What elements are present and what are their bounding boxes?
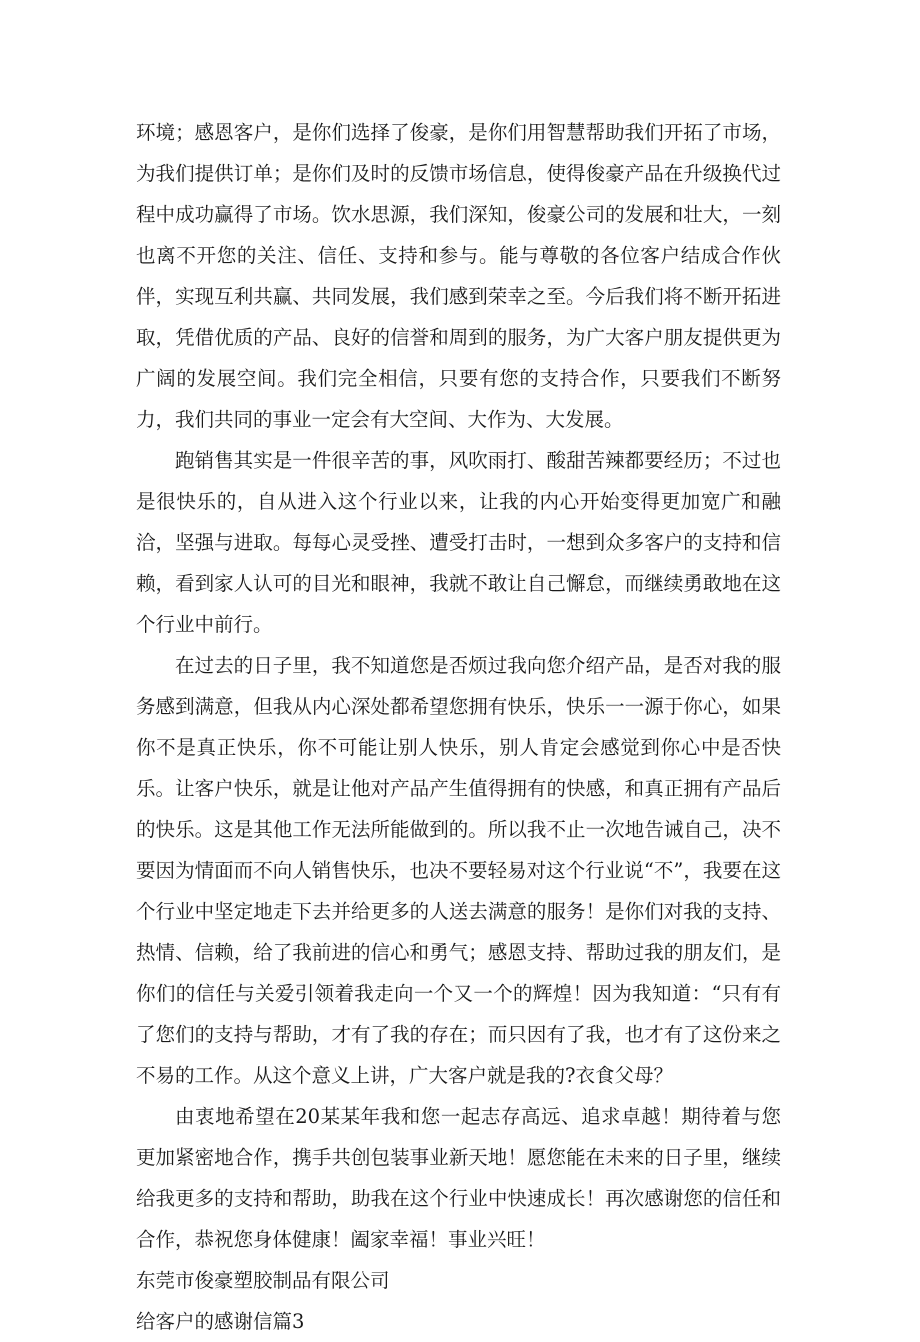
- section-heading: 给客户的感谢信篇3: [136, 1310, 305, 1333]
- paragraph-closing-wishes: 由衷地希望在20某某年我和您一起志存高远、追求卓越！期待着与您更加紧密地合作，携手共创包装事业新天地！愿您能在未来的日子里，继续给我更多的支持和帮助，助我在这个行业中快速成长！再次感谢您的信任和合作，恭祝您身体健康！阖家幸福！事业兴旺！: [136, 1105, 781, 1251]
- paragraph-sales-experience: 跑销售其实是一件很辛苦的事，风吹雨打、酸甜苦辣都要经历；不过也是很快乐的，自从进入这个行业以来，让我的内心开始变得更加宽广和融洽，坚强与进取。每每心灵受挫、遭受打击时，一想到众多客户的支持和信赖，看到家人认可的目光和眼神，我就不敢让自己懈怠，而继续勇敢地在这个行业中前行。: [136, 449, 781, 636]
- document-body: [136, 112, 781, 1342]
- paragraph-continuation: 环境；感恩客户，是你们选择了俊豪，是你们用智慧帮助我们开拓了市场，为我们提供订单；是你们及时的反馈市场信息，使得俊豪产品在升级换代过程中成功赢得了市场。饮水思源，我们深知，俊豪公司的发展和壮大，一刻也离不开您的关注、信任、支持和参与。能与尊敬的各位客户结成合作伙伴，实现互利共赢、共同发展，我们感到荣幸之至。今后我们将不断开拓进取，凭借优质的产品、良好的信誉和周到的服务，为广大客户朋友提供更为广阔的发展空间。我们完全相信，只要有您的支持合作，只要我们不断努力，我们共同的事业一定会有大空间、大作为、大发展。: [136, 121, 781, 431]
- paragraph-customer-happiness: 在过去的日子里，我不知道您是否烦过我向您介绍产品，是否对我的服务感到满意，但我从内心深处都希望您拥有快乐，快乐一一源于你心，如果你不是真正快乐，你不可能让别人快乐，别人肯定会感觉到你心中是否快乐。让客户快乐，就是让他对产品产生值得拥有的快感，和真正拥有产品后的快乐。这是其他工作无法所能做到的。所以我不止一次地告诫自己，决不要因为情面而不向人销售快乐，也决不要轻易对这个行业说“不”，我要在这个行业中坚定地走下去并给更多的人送去满意的服务！是你们对我的支持、热情、信赖，给了我前进的信心和勇气；感恩支持、帮助过我的朋友们，是你们的信任与关爱引领着我走向一个又一个的辉煌！因为我知道：“只有有了您们的支持与帮助，才有了我的存在；而只因有了我，也才有了这份来之不易的工作。从这个意义上讲，广大客户就是我的?衣食父母？: [136, 654, 781, 1087]
- company-signature: 东莞市俊豪塑胶制品有限公司: [136, 1269, 390, 1292]
